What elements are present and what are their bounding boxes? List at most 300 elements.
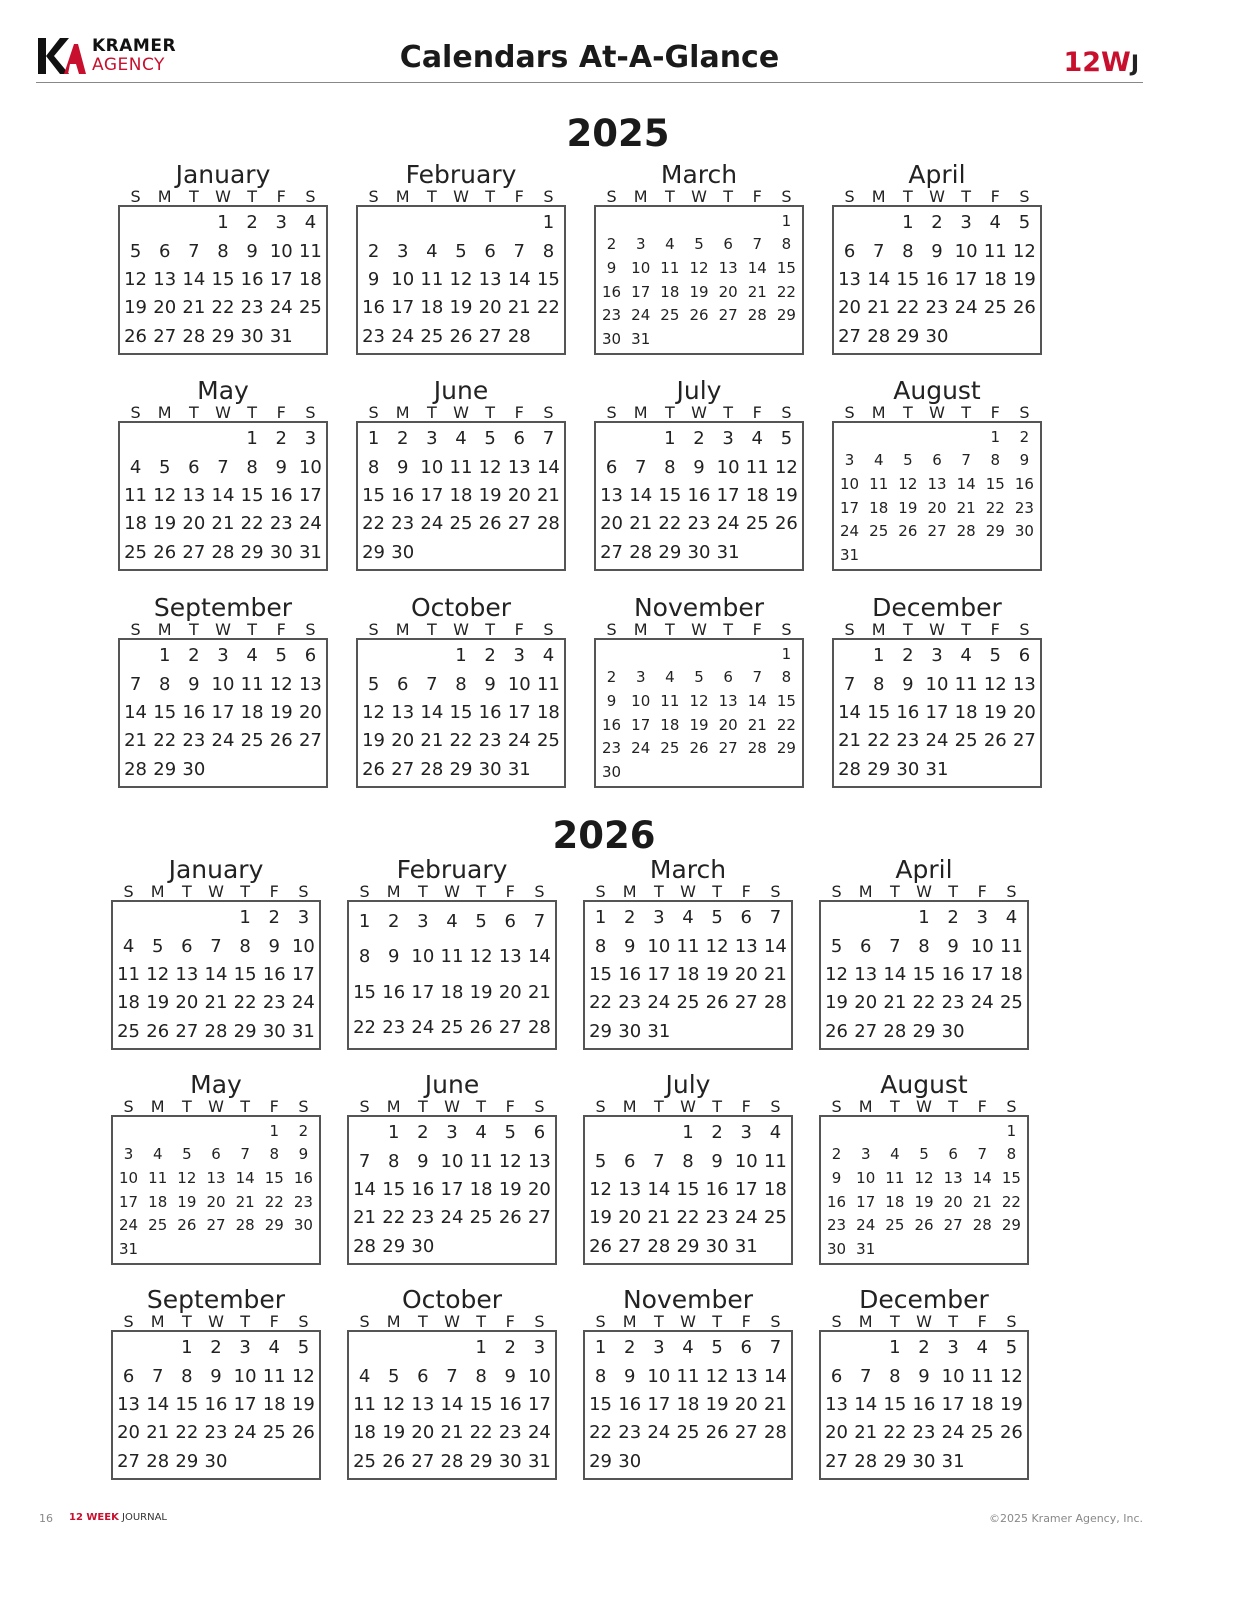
day-cell: 13 <box>718 692 738 711</box>
day-cell: 8 <box>239 935 251 957</box>
day-cell: 29 <box>382 1235 406 1257</box>
day-cell: 14 <box>972 1169 992 1188</box>
day-cell: 22 <box>264 1192 284 1211</box>
day-cell: 13 <box>734 1365 758 1387</box>
day-cell: 24 <box>420 513 444 535</box>
day-cell: 12 <box>999 1365 1023 1387</box>
empty-cell <box>922 546 951 564</box>
empty-cell <box>835 213 864 233</box>
weekday-label: W <box>680 1097 696 1116</box>
weekday-label: S <box>844 187 855 206</box>
day-cell: 14 <box>182 268 206 290</box>
day-cell: 4 <box>890 1145 900 1164</box>
day-cell: 18 <box>353 1422 377 1444</box>
day-cell: 3 <box>635 668 646 687</box>
day-cell: 23 <box>618 1422 642 1444</box>
day-cell: 23 <box>411 1207 435 1229</box>
day-cell: 12 <box>689 259 709 278</box>
day-cell: 6 <box>396 673 409 695</box>
day-cell: 20 <box>943 1192 963 1211</box>
weekday-header <box>832 405 1042 421</box>
day-cell: 29 <box>985 522 1005 541</box>
day-cell: 18 <box>117 992 141 1014</box>
day-cell: 4 <box>475 1122 487 1144</box>
weekday-label: T <box>485 620 496 639</box>
day-cell: 28 <box>527 1017 551 1039</box>
month-2025-april <box>832 161 1042 355</box>
weekday-label: S <box>1019 620 1030 639</box>
empty-cell <box>732 1452 761 1472</box>
empty-cell <box>143 908 172 928</box>
day-cell: 19 <box>269 701 293 723</box>
empty-cell <box>260 1240 289 1258</box>
empty-cell <box>714 645 743 663</box>
logo-line-1: KRAMER <box>92 36 177 56</box>
day-cell: 5 <box>1005 1337 1018 1359</box>
empty-cell <box>644 1123 673 1143</box>
weekday-label: W <box>929 403 945 422</box>
day-cell: 30 <box>687 541 711 563</box>
empty-cell <box>597 645 626 663</box>
month-name: October <box>410 593 512 622</box>
day-cell: 27 <box>838 325 862 347</box>
day-cell: 21 <box>124 730 148 752</box>
page-header <box>36 30 1143 83</box>
empty-cell <box>835 428 864 446</box>
weekday-label: S <box>1006 1312 1017 1331</box>
day-cell: 17 <box>631 282 651 301</box>
day-cell: 23 <box>182 730 206 752</box>
weekday-label: T <box>712 882 723 901</box>
empty-cell <box>684 763 713 781</box>
day-cell: 25 <box>148 1216 168 1235</box>
day-cell: 11 <box>536 673 560 695</box>
day-cell: 4 <box>976 1337 988 1359</box>
weekday-label: F <box>977 1097 987 1116</box>
month-2026-january <box>111 856 321 1050</box>
weekday-label: T <box>417 1312 428 1331</box>
month-name: November <box>622 1285 754 1314</box>
empty-cell <box>114 1122 143 1140</box>
day-cell: 7 <box>843 673 856 695</box>
empty-cell <box>822 908 851 928</box>
weekday-label: T <box>188 403 199 422</box>
day-cell: 18 <box>449 484 473 506</box>
month-name: May <box>190 1070 242 1099</box>
day-cell: 15 <box>589 963 613 985</box>
month-2026-december <box>819 1286 1029 1480</box>
day-cell: 22 <box>382 1207 406 1229</box>
empty-cell <box>615 1123 644 1143</box>
day-cell: 14 <box>204 963 228 985</box>
month-grid <box>111 900 321 1050</box>
empty-cell <box>201 1240 230 1258</box>
empty-cell <box>864 428 893 446</box>
day-cell: 12 <box>774 456 798 478</box>
weekday-label: S <box>831 1312 842 1331</box>
day-cell: 29 <box>264 1216 284 1235</box>
day-cell: 26 <box>478 513 502 535</box>
day-cell: 15 <box>233 963 257 985</box>
empty-cell <box>772 763 801 781</box>
empty-cell <box>761 1237 790 1257</box>
weekday-label: S <box>831 1097 842 1116</box>
day-cell: 18 <box>240 701 264 723</box>
day-cell: 9 <box>246 240 258 262</box>
day-cell: 13 <box>718 259 738 278</box>
day-cell: 16 <box>240 268 264 290</box>
day-cell: 17 <box>527 1393 551 1415</box>
day-cell: 24 <box>856 1216 876 1235</box>
weekday-label: T <box>426 403 437 422</box>
day-cell: 2 <box>268 907 280 929</box>
day-cell: 29 <box>589 1020 613 1042</box>
day-cell: 3 <box>960 212 972 234</box>
day-cell: 11 <box>298 240 322 262</box>
weekday-header <box>594 189 804 205</box>
month-name: May <box>197 376 249 405</box>
day-cell: 3 <box>417 910 429 932</box>
weekday-label: F <box>990 403 1000 422</box>
day-cell: 31 <box>291 1020 315 1042</box>
day-cell: 28 <box>838 758 862 780</box>
day-cell: 22 <box>589 1422 613 1444</box>
month-grid <box>583 1115 793 1265</box>
day-cell: 28 <box>353 1235 377 1257</box>
day-cell: 11 <box>676 935 700 957</box>
day-cell: 16 <box>204 1393 228 1415</box>
day-cell: 17 <box>233 1393 257 1415</box>
day-cell: 2 <box>275 428 287 450</box>
month-grid <box>819 1330 1029 1480</box>
day-cell: 20 <box>927 498 947 517</box>
day-cell: 28 <box>146 1450 170 1472</box>
day-cell: 2 <box>931 212 943 234</box>
day-cell: 26 <box>291 1422 315 1444</box>
empty-cell <box>893 546 922 564</box>
day-cell: 27 <box>206 1216 226 1235</box>
weekday-label: M <box>386 1312 401 1331</box>
day-cell: 16 <box>602 282 622 301</box>
month-name: August <box>880 1070 968 1099</box>
day-cell: 14 <box>420 701 444 723</box>
month-2025-january <box>118 161 328 355</box>
month-2026-march <box>583 856 793 1050</box>
day-cell: 20 <box>175 992 199 1014</box>
day-cell: 10 <box>420 456 444 478</box>
day-cell: 14 <box>747 259 767 278</box>
day-cell: 22 <box>1001 1192 1021 1211</box>
day-cell: 19 <box>898 498 918 517</box>
day-cell: 22 <box>449 730 473 752</box>
day-cell: 24 <box>269 297 293 319</box>
day-cell: 2 <box>387 910 400 932</box>
day-cell: 5 <box>475 910 487 932</box>
weekday-label: F <box>505 1097 515 1116</box>
weekday-label: S <box>543 620 554 639</box>
day-cell: 9 <box>831 1169 842 1188</box>
day-cell: 30 <box>478 758 502 780</box>
day-cell: 26 <box>825 1020 849 1042</box>
day-cell: 1 <box>455 645 467 667</box>
day-cell: 29 <box>658 541 682 563</box>
day-cell: 29 <box>589 1450 613 1472</box>
weekday-label: W <box>208 882 224 901</box>
day-cell: 18 <box>298 268 322 290</box>
weekday-label: S <box>781 620 792 639</box>
day-cell: 7 <box>859 1365 872 1387</box>
day-cell: 12 <box>153 484 177 506</box>
day-cell: 20 <box>117 1422 141 1444</box>
weekday-label: W <box>916 1312 932 1331</box>
day-cell: 14 <box>124 701 148 723</box>
month-2026-june <box>347 1071 557 1265</box>
empty-cell <box>505 213 534 233</box>
month-grid <box>832 638 1042 788</box>
day-cell: 30 <box>896 758 920 780</box>
day-cell: 17 <box>856 1192 876 1211</box>
day-cell: 13 <box>734 935 758 957</box>
day-cell: 3 <box>513 645 525 667</box>
day-cell: 26 <box>999 1422 1023 1444</box>
day-cell: 27 <box>854 1020 878 1042</box>
weekday-label: W <box>691 620 707 639</box>
day-cell: 29 <box>153 758 177 780</box>
day-cell: 12 <box>689 692 709 711</box>
day-cell: 14 <box>647 1178 671 1200</box>
day-cell: 14 <box>353 1178 377 1200</box>
day-cell: 4 <box>665 668 675 687</box>
weekday-header <box>356 405 566 421</box>
empty-cell <box>684 645 713 663</box>
day-cell: 12 <box>589 1178 613 1200</box>
day-cell: 19 <box>177 1192 197 1211</box>
month-grid <box>594 205 804 355</box>
day-cell: 17 <box>734 1178 758 1200</box>
day-cell: 27 <box>117 1450 141 1472</box>
weekday-label: W <box>929 187 945 206</box>
day-cell: 13 <box>927 475 947 494</box>
day-cell: 21 <box>747 282 767 301</box>
empty-cell <box>172 1240 201 1258</box>
day-cell: 17 <box>119 1192 139 1211</box>
day-cell: 15 <box>153 701 177 723</box>
empty-cell <box>880 1240 909 1258</box>
day-cell: 20 <box>618 1207 642 1229</box>
weekday-label: S <box>123 1097 134 1116</box>
day-cell: 24 <box>734 1207 758 1229</box>
day-cell: 1 <box>158 645 171 667</box>
empty-cell <box>231 1452 260 1472</box>
empty-cell <box>981 546 1010 564</box>
day-cell: 2 <box>902 645 914 667</box>
day-cell: 14 <box>211 484 235 506</box>
day-cell: 5 <box>387 1365 400 1387</box>
empty-cell <box>772 330 801 348</box>
empty-cell <box>880 1122 909 1140</box>
empty-cell <box>379 1338 408 1358</box>
day-cell: 30 <box>240 325 264 347</box>
empty-cell <box>143 1338 172 1358</box>
day-cell: 8 <box>181 1365 193 1387</box>
day-cell: 12 <box>177 1169 197 1188</box>
day-cell: 21 <box>956 498 976 517</box>
day-cell: 5 <box>182 1145 192 1164</box>
day-cell: 2 <box>367 240 380 262</box>
weekday-label: T <box>902 187 913 206</box>
weekday-label: T <box>476 882 487 901</box>
day-cell: 8 <box>682 1150 694 1172</box>
day-cell: 26 <box>689 306 709 325</box>
day-cell: 8 <box>542 240 555 262</box>
weekday-label: T <box>188 187 199 206</box>
empty-cell <box>238 760 267 780</box>
weekday-label: F <box>741 1097 751 1116</box>
day-cell: 30 <box>293 1216 313 1235</box>
day-cell: 3 <box>297 907 310 929</box>
empty-cell <box>586 1123 615 1143</box>
month-name: July <box>676 376 722 405</box>
weekday-label: W <box>444 882 460 901</box>
day-cell: 11 <box>449 456 473 478</box>
day-cell: 1 <box>269 1121 280 1140</box>
empty-cell <box>417 543 446 563</box>
month-grid <box>347 1115 557 1265</box>
day-cell: 8 <box>990 451 1001 470</box>
empty-cell <box>968 1452 997 1472</box>
day-cell: 10 <box>269 240 293 262</box>
day-cell: 21 <box>883 992 907 1014</box>
day-cell: 10 <box>507 673 531 695</box>
day-cell: 18 <box>148 1192 168 1211</box>
day-cell: 30 <box>269 541 293 563</box>
day-cell: 8 <box>872 673 885 695</box>
day-cell: 28 <box>747 306 767 325</box>
day-cell: 16 <box>478 701 502 723</box>
weekday-label: F <box>990 620 1000 639</box>
day-cell: 6 <box>948 1145 958 1164</box>
weekday-label: T <box>723 403 734 422</box>
day-cell: 13 <box>175 963 199 985</box>
weekday-label: W <box>215 620 231 639</box>
day-cell: 13 <box>478 268 502 290</box>
day-cell: 15 <box>264 1169 284 1188</box>
day-cell: 27 <box>411 1450 435 1472</box>
day-cell: 25 <box>763 1207 787 1229</box>
month-2025-july <box>594 377 804 571</box>
empty-cell <box>121 646 150 666</box>
month-2026-may <box>111 1071 321 1265</box>
day-cell: 5 <box>694 668 704 687</box>
month-grid <box>118 638 328 788</box>
day-cell: 18 <box>676 1393 700 1415</box>
day-cell: 6 <box>533 1122 546 1144</box>
day-cell: 9 <box>210 1365 222 1387</box>
day-cell: 16 <box>912 1393 936 1415</box>
day-cell: 29 <box>362 541 386 563</box>
day-cell: 23 <box>391 513 415 535</box>
weekday-header <box>583 1099 793 1115</box>
day-cell: 6 <box>188 456 200 478</box>
day-cell: 30 <box>391 541 415 563</box>
day-cell: 9 <box>693 456 705 478</box>
day-cell: 6 <box>304 645 317 667</box>
day-cell: 29 <box>676 1235 700 1257</box>
empty-cell <box>673 1452 702 1472</box>
day-cell: 23 <box>925 297 949 319</box>
day-cell: 30 <box>941 1020 965 1042</box>
day-cell: 25 <box>298 297 322 319</box>
weekday-label: M <box>395 620 410 639</box>
day-cell: 25 <box>449 513 473 535</box>
day-cell: 26 <box>449 325 473 347</box>
day-cell: 21 <box>647 1207 671 1229</box>
day-cell: 19 <box>983 701 1007 723</box>
day-cell: 24 <box>941 1422 965 1444</box>
day-cell: 14 <box>527 946 551 968</box>
empty-cell <box>437 1338 466 1358</box>
day-cell: 26 <box>705 1422 729 1444</box>
day-cell: 2 <box>606 668 617 687</box>
day-cell: 10 <box>527 1365 551 1387</box>
empty-cell <box>114 1338 143 1358</box>
day-cell: 1 <box>181 1337 193 1359</box>
month-name: March <box>649 855 727 884</box>
day-cell: 18 <box>660 715 680 734</box>
month-grid <box>347 1330 557 1480</box>
empty-cell <box>476 213 505 233</box>
day-cell: 13 <box>1012 673 1036 695</box>
month-2025-october <box>356 594 566 788</box>
empty-cell <box>909 1240 938 1258</box>
day-cell: 9 <box>268 935 280 957</box>
day-cell: 4 <box>751 428 763 450</box>
day-cell: 24 <box>631 739 651 758</box>
day-cell: 11 <box>353 1393 377 1415</box>
day-cell: 5 <box>484 428 496 450</box>
empty-cell <box>968 1240 997 1258</box>
day-cell: 10 <box>411 946 435 968</box>
day-cell: 17 <box>391 297 415 319</box>
day-cell: 24 <box>970 992 994 1014</box>
weekday-label: S <box>298 882 309 901</box>
day-cell: 25 <box>240 730 264 752</box>
day-cell: 25 <box>469 1207 493 1229</box>
month-name: September <box>146 1285 286 1314</box>
day-cell: 11 <box>148 1169 168 1188</box>
empty-cell <box>172 908 201 928</box>
day-cell: 15 <box>1001 1169 1021 1188</box>
weekday-label: M <box>633 187 648 206</box>
day-cell: 4 <box>989 212 1001 234</box>
day-cell: 6 <box>830 1365 843 1387</box>
year-heading-2026: 2026 <box>552 814 656 857</box>
empty-cell <box>922 428 951 446</box>
day-cell: 31 <box>734 1235 758 1257</box>
empty-cell <box>626 212 655 230</box>
day-cell: 19 <box>689 715 709 734</box>
day-cell: 24 <box>298 513 322 535</box>
day-cell: 25 <box>262 1422 286 1444</box>
day-cell: 10 <box>856 1169 876 1188</box>
day-cell: 23 <box>1014 498 1034 517</box>
day-cell: 14 <box>507 268 531 290</box>
day-cell: 10 <box>647 935 671 957</box>
day-cell: 21 <box>629 513 653 535</box>
day-cell: 26 <box>914 1216 934 1235</box>
day-cell: 12 <box>291 1365 315 1387</box>
page-title: Calendars At-A-Glance <box>399 40 780 75</box>
